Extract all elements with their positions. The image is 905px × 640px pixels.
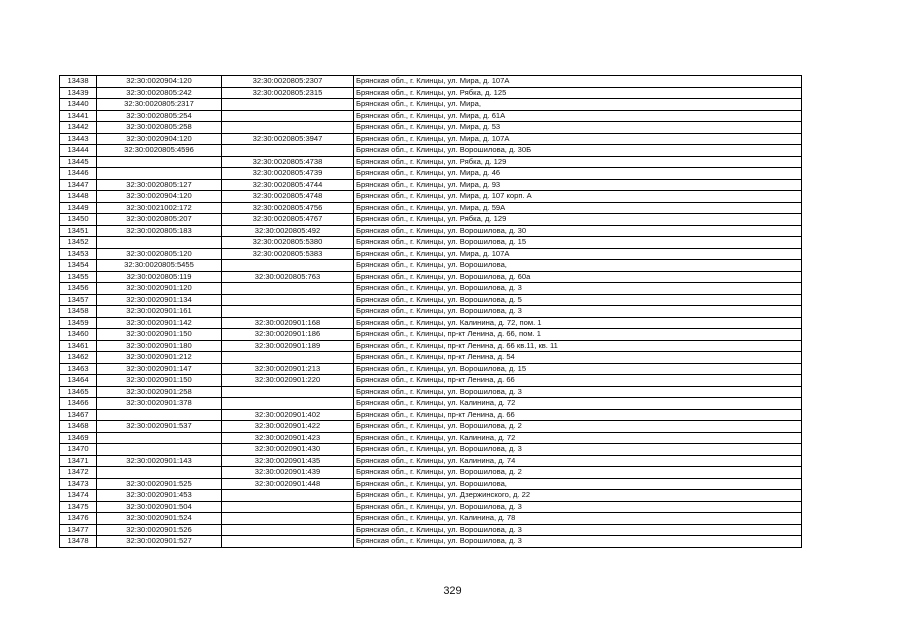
table-row <box>60 329 802 341</box>
parcel-number-cell: 32:30:0021002:172 <box>97 202 222 214</box>
row-number-cell: 13471 <box>60 455 97 467</box>
table-row <box>60 317 802 329</box>
row-number-cell: 13469 <box>60 432 97 444</box>
address-cell: Брянская обл., г. Клинцы, ул. Мира, д. 61А <box>354 110 802 122</box>
parcel-number-cell: 32:30:0020901:161 <box>97 306 222 318</box>
parcel-number-cell: 32:30:0020805:2317 <box>97 99 222 111</box>
parcel-number-cell: 32:30:0020901:537 <box>97 421 222 433</box>
table-row <box>60 340 802 352</box>
table-row <box>60 237 802 249</box>
address-cell: Брянская обл., г. Клинцы, ул. Калинина, д. 72 <box>354 398 802 410</box>
address-cell: Брянская обл., г. Клинцы, ул. Ворошилова, д. 30Б <box>354 145 802 157</box>
building-number-cell: 32:30:0020901:422 <box>222 421 354 433</box>
address-cell: Брянская обл., г. Клинцы, ул. Ворошилова, д. 2 <box>354 467 802 479</box>
building-number-cell: 32:30:0020805:4738 <box>222 156 354 168</box>
address-cell: Брянская обл., г. Клинцы, ул. Калинина, д. 74 <box>354 455 802 467</box>
building-number-cell <box>222 513 354 525</box>
row-number-cell: 13439 <box>60 87 97 99</box>
row-number-cell: 13447 <box>60 179 97 191</box>
row-number-cell: 13441 <box>60 110 97 122</box>
building-number-cell: 32:30:0020805:4744 <box>222 179 354 191</box>
row-number-cell: 13464 <box>60 375 97 387</box>
parcel-number-cell: 32:30:0020901:120 <box>97 283 222 295</box>
parcel-number-cell: 32:30:0020805:119 <box>97 271 222 283</box>
row-number-cell: 13476 <box>60 513 97 525</box>
parcel-number-cell: 32:30:0020901:150 <box>97 375 222 387</box>
address-cell: Брянская обл., г. Клинцы, ул. Мира, д. 53 <box>354 122 802 134</box>
row-number-cell: 13475 <box>60 501 97 513</box>
building-number-cell: 32:30:0020805:2315 <box>222 87 354 99</box>
table-row <box>60 455 802 467</box>
parcel-number-cell: 32:30:0020805:4596 <box>97 145 222 157</box>
row-number-cell: 13477 <box>60 524 97 536</box>
building-number-cell: 32:30:0020805:4756 <box>222 202 354 214</box>
row-number-cell: 13445 <box>60 156 97 168</box>
parcel-number-cell: 32:30:0020805:258 <box>97 122 222 134</box>
building-number-cell <box>222 352 354 364</box>
parcel-number-cell: 32:30:0020805:5455 <box>97 260 222 272</box>
table-row <box>60 145 802 157</box>
building-number-cell: 32:30:0020805:2307 <box>222 76 354 88</box>
table-row <box>60 202 802 214</box>
parcel-number-cell: 32:30:0020805:127 <box>97 179 222 191</box>
table-row <box>60 421 802 433</box>
address-cell: Брянская обл., г. Клинцы, пр-кт Ленина, д. 66 кв.11, кв. 11 <box>354 340 802 352</box>
cadastral-table <box>59 75 802 548</box>
row-number-cell: 13444 <box>60 145 97 157</box>
row-number-cell: 13457 <box>60 294 97 306</box>
address-cell: Брянская обл., г. Клинцы, ул. Рябка, д. 129 <box>354 214 802 226</box>
row-number-cell: 13451 <box>60 225 97 237</box>
table-row <box>60 386 802 398</box>
row-number-cell: 13446 <box>60 168 97 180</box>
table-row <box>60 87 802 99</box>
row-number-cell: 13466 <box>60 398 97 410</box>
table-row <box>60 133 802 145</box>
building-number-cell: 32:30:0020901:213 <box>222 363 354 375</box>
parcel-number-cell <box>97 168 222 180</box>
building-number-cell: 32:30:0020901:220 <box>222 375 354 387</box>
address-cell: Брянская обл., г. Клинцы, ул. Ворошилова, д. 3 <box>354 444 802 456</box>
address-cell: Брянская обл., г. Клинцы, ул. Ворошилова, д. 15 <box>354 363 802 375</box>
table-row <box>60 478 802 490</box>
address-cell: Брянская обл., г. Клинцы, пр-кт Ленина, д. 66, пом. 1 <box>354 329 802 341</box>
building-number-cell <box>222 386 354 398</box>
table-row <box>60 260 802 272</box>
row-number-cell: 13455 <box>60 271 97 283</box>
row-number-cell: 13453 <box>60 248 97 260</box>
building-number-cell <box>222 260 354 272</box>
parcel-number-cell: 32:30:0020904:120 <box>97 191 222 203</box>
parcel-number-cell: 32:30:0020805:254 <box>97 110 222 122</box>
address-cell: Брянская обл., г. Клинцы, ул. Мира, д. 107 корп. А <box>354 191 802 203</box>
row-number-cell: 13452 <box>60 237 97 249</box>
address-cell: Брянская обл., г. Клинцы, ул. Дзержинского, д. 22 <box>354 490 802 502</box>
parcel-number-cell <box>97 467 222 479</box>
row-number-cell: 13470 <box>60 444 97 456</box>
row-number-cell: 13459 <box>60 317 97 329</box>
building-number-cell <box>222 306 354 318</box>
building-number-cell: 32:30:0020805:3947 <box>222 133 354 145</box>
address-cell: Брянская обл., г. Клинцы, ул. Мира, <box>354 99 802 111</box>
address-cell: Брянская обл., г. Клинцы, ул. Ворошилова, д. 3 <box>354 386 802 398</box>
building-number-cell: 32:30:0020805:763 <box>222 271 354 283</box>
table-row <box>60 110 802 122</box>
parcel-number-cell: 32:30:0020901:526 <box>97 524 222 536</box>
row-number-cell: 13448 <box>60 191 97 203</box>
building-number-cell <box>222 490 354 502</box>
table-row <box>60 432 802 444</box>
building-number-cell: 32:30:0020805:5383 <box>222 248 354 260</box>
address-cell: Брянская обл., г. Клинцы, ул. Мира, д. 93 <box>354 179 802 191</box>
address-cell: Брянская обл., г. Клинцы, ул. Ворошилова, <box>354 260 802 272</box>
row-number-cell: 13468 <box>60 421 97 433</box>
table-row <box>60 306 802 318</box>
building-number-cell: 32:30:0020805:4748 <box>222 191 354 203</box>
parcel-number-cell: 32:30:0020901:212 <box>97 352 222 364</box>
row-number-cell: 13473 <box>60 478 97 490</box>
parcel-number-cell: 32:30:0020901:258 <box>97 386 222 398</box>
page-number: 329 <box>443 585 462 597</box>
address-cell: Брянская обл., г. Клинцы, ул. Ворошилова, д. 2 <box>354 421 802 433</box>
table-row <box>60 501 802 513</box>
address-cell: Брянская обл., г. Клинцы, ул. Калинина, д. 72, пом. 1 <box>354 317 802 329</box>
building-number-cell: 32:30:0020901:423 <box>222 432 354 444</box>
address-cell: Брянская обл., г. Клинцы, ул. Рябка, д. 125 <box>354 87 802 99</box>
table-row <box>60 76 802 88</box>
building-number-cell <box>222 145 354 157</box>
table-row <box>60 248 802 260</box>
parcel-number-cell <box>97 156 222 168</box>
address-cell: Брянская обл., г. Клинцы, пр-кт Ленина, д. 66 <box>354 375 802 387</box>
address-cell: Брянская обл., г. Клинцы, ул. Рябка, д. 129 <box>354 156 802 168</box>
building-number-cell: 32:30:0020901:430 <box>222 444 354 456</box>
row-number-cell: 13458 <box>60 306 97 318</box>
parcel-number-cell: 32:30:0020901:143 <box>97 455 222 467</box>
building-number-cell: 32:30:0020805:5380 <box>222 237 354 249</box>
parcel-number-cell: 32:30:0020901:453 <box>97 490 222 502</box>
parcel-number-cell: 32:30:0020904:120 <box>97 133 222 145</box>
building-number-cell: 32:30:0020805:4739 <box>222 168 354 180</box>
building-number-cell: 32:30:0020901:448 <box>222 478 354 490</box>
parcel-number-cell: 32:30:0020901:180 <box>97 340 222 352</box>
row-number-cell: 13460 <box>60 329 97 341</box>
table-row <box>60 490 802 502</box>
table-row <box>60 524 802 536</box>
row-number-cell: 13456 <box>60 283 97 295</box>
table-row <box>60 99 802 111</box>
address-cell: Брянская обл., г. Клинцы, пр-кт Ленина, д. 54 <box>354 352 802 364</box>
row-number-cell: 13465 <box>60 386 97 398</box>
table-row <box>60 214 802 226</box>
building-number-cell: 32:30:0020901:168 <box>222 317 354 329</box>
row-number-cell: 13443 <box>60 133 97 145</box>
table-row <box>60 409 802 421</box>
table-row <box>60 122 802 134</box>
address-cell: Брянская обл., г. Клинцы, ул. Ворошилова, д. 3 <box>354 536 802 548</box>
row-number-cell: 13450 <box>60 214 97 226</box>
table-row <box>60 513 802 525</box>
building-number-cell <box>222 398 354 410</box>
address-cell: Брянская обл., г. Клинцы, ул. Мира, д. 107А <box>354 248 802 260</box>
parcel-number-cell: 32:30:0020901:150 <box>97 329 222 341</box>
building-number-cell <box>222 283 354 295</box>
table-row <box>60 156 802 168</box>
table-row <box>60 352 802 364</box>
address-cell: Брянская обл., г. Клинцы, ул. Ворошилова, д. 3 <box>354 306 802 318</box>
parcel-number-cell <box>97 444 222 456</box>
table-row <box>60 283 802 295</box>
row-number-cell: 13440 <box>60 99 97 111</box>
address-cell: Брянская обл., г. Клинцы, ул. Ворошилова, д. 3 <box>354 501 802 513</box>
row-number-cell: 13438 <box>60 76 97 88</box>
building-number-cell <box>222 294 354 306</box>
address-cell: Брянская обл., г. Клинцы, ул. Ворошилова, <box>354 478 802 490</box>
parcel-number-cell: 32:30:0020901:504 <box>97 501 222 513</box>
address-cell: Брянская обл., г. Клинцы, ул. Ворошилова, д. 30 <box>354 225 802 237</box>
row-number-cell: 13463 <box>60 363 97 375</box>
building-number-cell: 32:30:0020901:402 <box>222 409 354 421</box>
address-cell: Брянская обл., г. Клинцы, ул. Мира, д. 59А <box>354 202 802 214</box>
address-cell: Брянская обл., г. Клинцы, пр-кт Ленина, д. 66 <box>354 409 802 421</box>
row-number-cell: 13474 <box>60 490 97 502</box>
address-cell: Брянская обл., г. Клинцы, ул. Ворошилова, д. 3 <box>354 283 802 295</box>
address-cell: Брянская обл., г. Клинцы, ул. Калинина, д. 78 <box>354 513 802 525</box>
parcel-number-cell <box>97 432 222 444</box>
parcel-number-cell: 32:30:0020901:525 <box>97 478 222 490</box>
table-row <box>60 271 802 283</box>
address-cell: Брянская обл., г. Клинцы, ул. Ворошилова, д. 5 <box>354 294 802 306</box>
building-number-cell <box>222 501 354 513</box>
parcel-number-cell: 32:30:0020901:527 <box>97 536 222 548</box>
building-number-cell: 32:30:0020901:439 <box>222 467 354 479</box>
address-cell: Брянская обл., г. Клинцы, ул. Мира, д. 107А <box>354 76 802 88</box>
address-cell: Брянская обл., г. Клинцы, ул. Мира, д. 46 <box>354 168 802 180</box>
parcel-number-cell: 32:30:0020805:207 <box>97 214 222 226</box>
table-row <box>60 467 802 479</box>
parcel-number-cell: 32:30:0020805:242 <box>97 87 222 99</box>
row-number-cell: 13478 <box>60 536 97 548</box>
row-number-cell: 13449 <box>60 202 97 214</box>
building-number-cell: 32:30:0020901:186 <box>222 329 354 341</box>
table-row <box>60 225 802 237</box>
table-row <box>60 363 802 375</box>
row-number-cell: 13467 <box>60 409 97 421</box>
parcel-number-cell <box>97 409 222 421</box>
table-row <box>60 398 802 410</box>
address-cell: Брянская обл., г. Клинцы, ул. Мира, д. 107А <box>354 133 802 145</box>
building-number-cell: 32:30:0020805:492 <box>222 225 354 237</box>
table-row <box>60 536 802 548</box>
parcel-number-cell: 32:30:0020901:134 <box>97 294 222 306</box>
address-cell: Брянская обл., г. Клинцы, ул. Калинина, д. 72 <box>354 432 802 444</box>
building-number-cell <box>222 99 354 111</box>
row-number-cell: 13454 <box>60 260 97 272</box>
building-number-cell: 32:30:0020901:189 <box>222 340 354 352</box>
table-row <box>60 375 802 387</box>
parcel-number-cell: 32:30:0020805:120 <box>97 248 222 260</box>
building-number-cell: 32:30:0020805:4767 <box>222 214 354 226</box>
address-cell: Брянская обл., г. Клинцы, ул. Ворошилова, д. 3 <box>354 524 802 536</box>
building-number-cell <box>222 536 354 548</box>
table-row <box>60 444 802 456</box>
building-number-cell <box>222 110 354 122</box>
table-row <box>60 294 802 306</box>
parcel-number-cell: 32:30:0020904:120 <box>97 76 222 88</box>
row-number-cell: 13472 <box>60 467 97 479</box>
address-cell: Брянская обл., г. Клинцы, ул. Ворошилова, д. 15 <box>354 237 802 249</box>
parcel-number-cell: 32:30:0020901:378 <box>97 398 222 410</box>
row-number-cell: 13442 <box>60 122 97 134</box>
parcel-number-cell: 32:30:0020901:524 <box>97 513 222 525</box>
table-row <box>60 168 802 180</box>
table-row <box>60 179 802 191</box>
building-number-cell <box>222 524 354 536</box>
building-number-cell: 32:30:0020901:435 <box>222 455 354 467</box>
row-number-cell: 13462 <box>60 352 97 364</box>
parcel-number-cell: 32:30:0020901:142 <box>97 317 222 329</box>
row-number-cell: 13461 <box>60 340 97 352</box>
parcel-number-cell <box>97 237 222 249</box>
parcel-number-cell: 32:30:0020805:183 <box>97 225 222 237</box>
building-number-cell <box>222 122 354 134</box>
table-row <box>60 191 802 203</box>
parcel-number-cell: 32:30:0020901:147 <box>97 363 222 375</box>
address-cell: Брянская обл., г. Клинцы, ул. Ворошилова, д. 60а <box>354 271 802 283</box>
